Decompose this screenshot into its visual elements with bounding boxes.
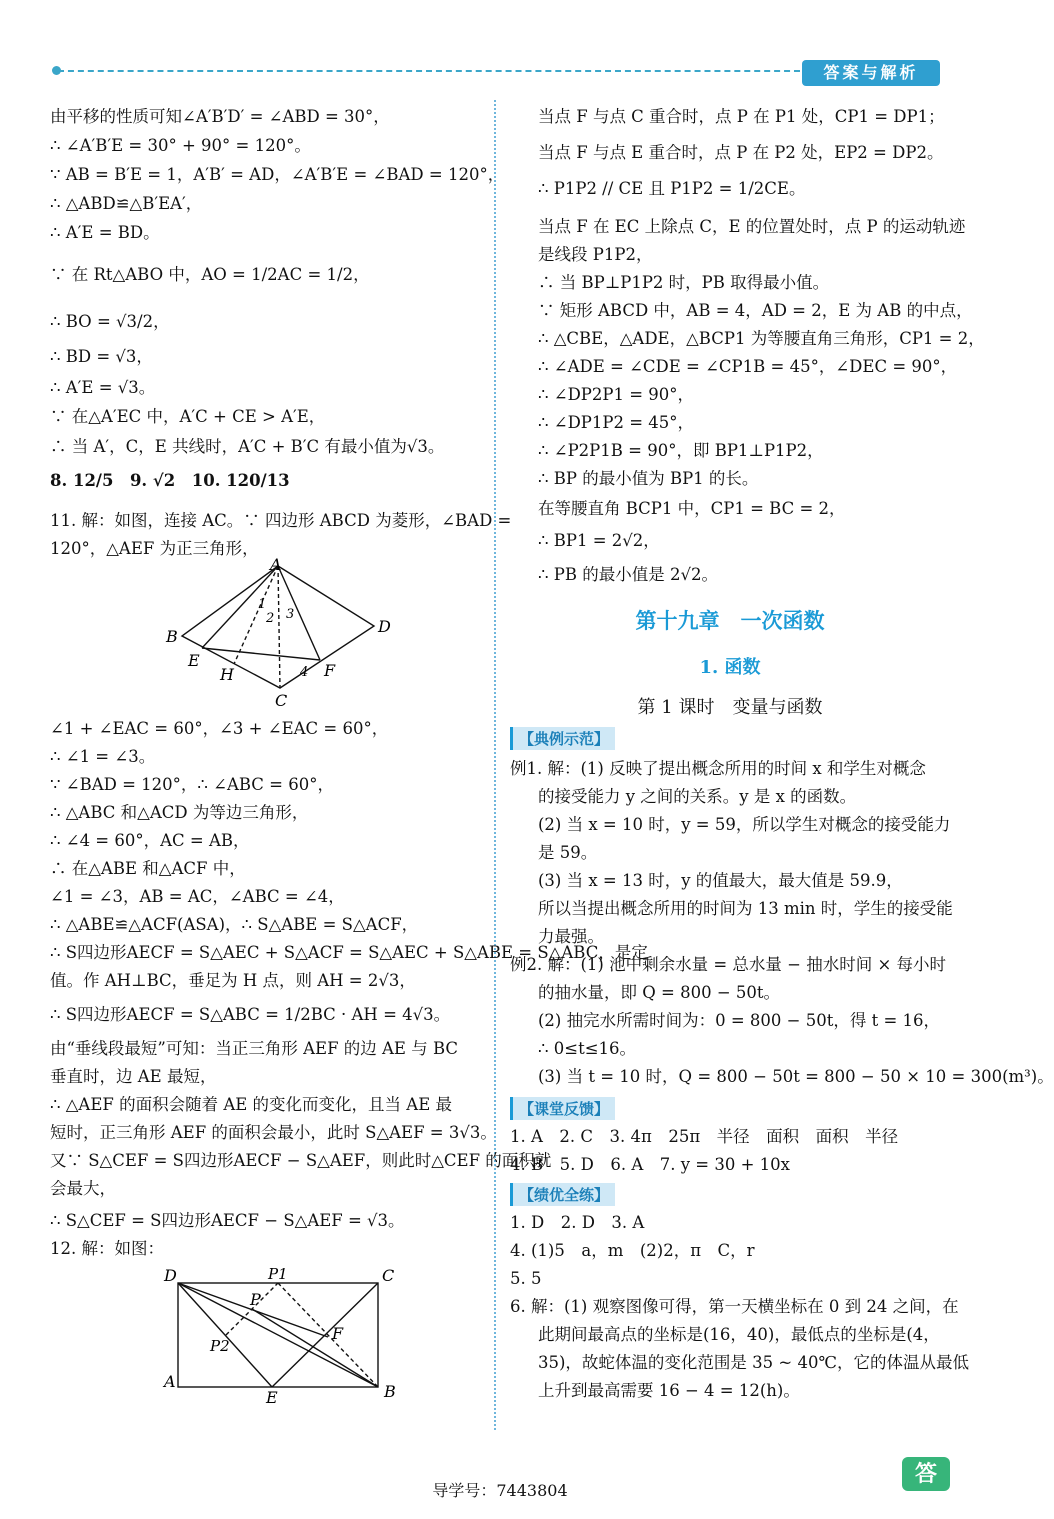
example-line: (2) 抽完水所需时间为：0 = 800 − 50t，得 t = 16， <box>538 1011 941 1030</box>
segment-ae <box>202 566 278 648</box>
left-line: ∴ ∠4 = 60°，AC = AB， <box>50 831 250 850</box>
left-line: ∵ 在△A′EC 中，A′C + CE > A′E， <box>50 407 326 426</box>
label-d: D <box>378 617 391 636</box>
left-line: ∵ 在 Rt△ABO 中，AO = 1/2AC = 1/2， <box>50 265 370 284</box>
left-line: 垂直时，边 AE 最短， <box>50 1067 217 1086</box>
label-a: A <box>270 555 282 574</box>
example-line: 的接受能力 y 之间的关系。y 是 x 的函数。 <box>538 787 857 806</box>
right-line: 当点 F 与点 E 重合时，点 P 在 P2 处，EP2 = DP2。 <box>538 143 944 162</box>
tag-practice: 【绩优全练】 <box>510 1183 615 1206</box>
right-line: 是线段 P1P2， <box>538 245 653 264</box>
right-line: ∵ 矩形 ABCD 中，AB = 4，AD = 2，E 为 AB 的中点， <box>538 301 973 320</box>
left-line: ∴ △ABC 和△ACD 为等边三角形， <box>50 803 309 822</box>
left-line: ∵ ∠BAD = 120°，∴ ∠ABC = 60°， <box>50 775 334 794</box>
left-line: ∴ S四边形AECF = S△AEC + S△ACF = S△AEC + S△ABE = S△ABC，是定 <box>50 943 648 962</box>
angle-2: 2 <box>266 611 275 626</box>
left-line: ∴ BD = √3， <box>50 347 153 366</box>
example-line: (2) 当 x = 10 时，y = 59，所以学生对概念的接受能力 <box>538 815 951 834</box>
segment-db <box>178 1283 378 1387</box>
left-line: ∠1 + ∠EAC = 60°，∠3 + ∠EAC = 60°， <box>50 719 389 738</box>
left-line: ∴ ∠A′B′E = 30° + 90° = 120°。 <box>50 136 311 155</box>
example-line: 的抽水量，即 Q = 800 − 50t。 <box>538 983 781 1002</box>
example-line: (3) 当 x = 13 时，y 的值最大，最大值是 59.9， <box>538 871 903 890</box>
left-line: ∴ 在△ABE 和△ACF 中， <box>50 859 246 878</box>
segment-ef <box>202 648 320 660</box>
practice-line: 35)，故蛇体温的变化范围是 35 ~ 40℃，它的体温从最低 <box>538 1353 969 1372</box>
tag-feedback: 【课堂反馈】 <box>510 1097 615 1120</box>
corner-mark: 答 <box>902 1457 950 1491</box>
label-b: B <box>384 1382 396 1401</box>
left-line: ∴ △AEF 的面积会随着 AE 的变化而变化，且当 AE 最 <box>50 1095 452 1114</box>
header-rule <box>58 70 800 72</box>
angle-1: 1 <box>258 597 267 612</box>
example-line: 例1. 解：(1) 反映了提出概念所用的时间 x 和学生对概念 <box>510 759 926 778</box>
left-line: ∴ A′E = √3。 <box>50 378 156 397</box>
label-e: E <box>188 651 200 670</box>
diagonal-ac <box>278 566 280 688</box>
practice-line: 1. D 2. D 3. A <box>510 1213 645 1232</box>
right-line: 在等腰直角 BCP1 中，CP1 = BC = 2， <box>538 499 846 518</box>
footer-code: 导学号：7443804 <box>432 1481 568 1500</box>
right-line: 当点 F 与点 C 重合时，点 P 在 P1 处，CP1 = DP1； <box>538 107 945 126</box>
left-line: 短时，正三角形 AEF 的面积会最小，此时 S△AEF = 3√3。 <box>50 1123 497 1142</box>
practice-line: 6. 解：(1) 观察图像可得，第一天横坐标在 0 到 24 之间，在 <box>510 1297 959 1316</box>
label-p: P <box>250 1290 261 1309</box>
label-p1: P1 <box>268 1265 288 1283</box>
label-f: F <box>332 1324 344 1343</box>
right-line: ∴ ∠P2P1B = 90°，即 BP1⊥P1P2， <box>538 441 824 460</box>
rhombus-figure <box>162 555 422 710</box>
left-line: 由“垂线段最短”可知：当正三角形 AEF 的边 AE 与 BC <box>50 1039 459 1058</box>
left-line: ∴ S△CEF = S四边形AECF − S△AEF = √3。 <box>50 1211 405 1230</box>
practice-line: 此期间最高点的坐标是(16，40)，最低点的坐标是(4， <box>538 1325 940 1344</box>
left-line: 12. 解：如图： <box>50 1239 164 1258</box>
left-line: ∴ 当 A′，C，E 共线时，A′C + B′C 有最小值为√3。 <box>50 437 445 456</box>
example-line: 所以当提出概念所用的时间为 13 min 时，学生的接受能 <box>538 899 953 918</box>
label-h: H <box>220 665 234 684</box>
left-line: 会最大， <box>50 1179 116 1198</box>
left-line: ∠1 = ∠3，AB = AC，∠ABC = ∠4， <box>50 887 345 906</box>
right-line: ∴ ∠DP2P1 = 90°， <box>538 385 695 404</box>
label-b: B <box>166 627 178 646</box>
left-line: 值。作 AH⊥BC，垂足为 H 点，则 AH = 2√3， <box>50 971 416 990</box>
section-title: 1. 函数 <box>699 657 761 678</box>
right-line: ∴ 当 BP⊥P1P2 时，PB 取得最小值。 <box>538 273 830 292</box>
left-line: ∴ BO = √3/2， <box>50 312 170 331</box>
label-e: E <box>266 1388 278 1407</box>
left-line: 11. 解：如图，连接 AC。∵ 四边形 ABCD 为菱形，∠BAD = <box>50 511 512 530</box>
right-line: ∴ ∠ADE = ∠CDE = ∠CP1B = 45°，∠DEC = 90°， <box>538 357 958 376</box>
feedback-line: 1. A 2. C 3. 4π 25π 半径 面积 面积 半径 <box>510 1127 899 1146</box>
left-line: 由平移的性质可知∠A′B′D′ = ∠ABD = 30°， <box>50 107 390 126</box>
practice-line: 上升到最高需要 16 − 4 = 12(h)。 <box>538 1381 800 1400</box>
right-line: ∴ PB 的最小值是 2√2。 <box>538 565 718 584</box>
right-line: ∴ BP1 = 2√2， <box>538 531 660 550</box>
segment-af <box>278 566 320 660</box>
left-line: ∴ S四边形AECF = S△ABC = 1/2BC · AH = 4√3。 <box>50 1005 451 1024</box>
rectangle-figure <box>160 1265 400 1405</box>
example-line: (3) 当 t = 10 时，Q = 800 − 50t = 800 − 50 × 10 = 300(m³)。 <box>538 1067 1054 1086</box>
label-f: F <box>324 661 336 680</box>
feedback-line: 4. B 5. D 6. A 7. y = 30 + 10x <box>510 1155 790 1174</box>
header-badge: 答案与解析 <box>802 60 940 86</box>
left-line: ∴ ∠1 = ∠3。 <box>50 747 156 766</box>
right-line: ∴ P1P2 // CE 且 P1P2 = 1/2CE。 <box>538 179 806 198</box>
label-c: C <box>275 691 288 710</box>
example-line: 是 59。 <box>538 843 598 862</box>
right-line: 当点 F 在 EC 上除点 C，E 的位置处时，点 P 的运动轨迹 <box>538 217 966 236</box>
right-line: ∴ △CBE，△ADE，△BCP1 为等腰直角三角形，CP1 = 2， <box>538 329 985 348</box>
example-line: ∴ 0≤t≤16。 <box>538 1039 637 1058</box>
label-c: C <box>382 1266 395 1285</box>
left-line: 又∵ S△CEF = S四边形AECF − S△AEF，则此时△CEF 的面积就 <box>50 1151 552 1170</box>
right-line: ∴ BP 的最小值为 BP1 的长。 <box>538 469 759 488</box>
right-line: ∴ ∠DP1P2 = 45°， <box>538 413 695 432</box>
label-d: D <box>164 1266 177 1285</box>
answers-8-10: 8. 12/5 9. √2 10. 120/13 <box>50 471 290 490</box>
label-p2: P2 <box>210 1337 230 1355</box>
column-divider <box>494 100 496 1430</box>
example-line: 例2. 解：(1) 池中剩余水量 = 总水量 − 抽水时间 × 每小时 <box>510 955 947 974</box>
lesson-title: 第 1 课时 变量与函数 <box>637 697 823 718</box>
practice-line: 5. 5 <box>510 1269 542 1288</box>
angle-3: 3 <box>286 607 295 622</box>
rhombus-outline <box>182 566 374 688</box>
left-line: ∴ △ABD≌△B′EA′， <box>50 194 203 213</box>
angle-4: 4 <box>300 665 309 680</box>
label-a: A <box>164 1372 176 1391</box>
left-line: 120°，△AEF 为正三角形， <box>50 539 259 558</box>
left-line: ∵ AB = B′E = 1，A′B′ = AD，∠A′B′E = ∠BAD = 120°， <box>50 165 505 184</box>
left-line: ∴ A′E = BD。 <box>50 223 160 242</box>
chapter-title: 第十九章 一次函数 <box>635 608 825 633</box>
example-line: 力最强。 <box>538 927 604 946</box>
tag-examples: 【典例示范】 <box>510 727 615 750</box>
left-line: ∴ △ABE≌△ACF(ASA)，∴ S△ABE = S△ACF， <box>50 915 419 934</box>
practice-line: 4. (1)5 a，m (2)2，π C，r <box>510 1241 755 1260</box>
